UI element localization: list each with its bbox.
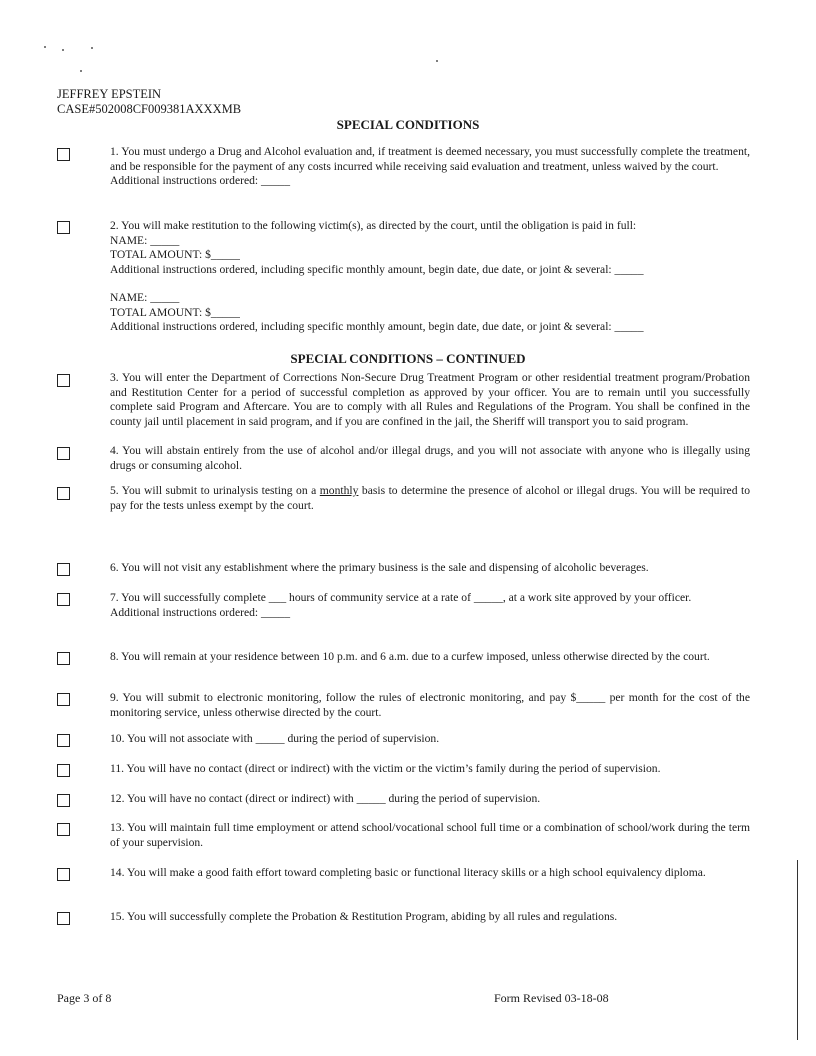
victim-2-name: NAME: _____ [110, 291, 180, 304]
condition-2-text: 2. You will make restitution to the following victim(s), as directed by the court, until the obligation is paid in full: [110, 219, 637, 232]
scan-edge-line [797, 860, 798, 1040]
testing-frequency: monthly [319, 484, 359, 497]
condition-4-text: 4. You will abstain entirely from the use of alcohol and/or illegal drugs, and you will not associate with anyone who is illegally using drugs or consuming alcohol. [110, 444, 750, 472]
defendant-name: JEFFREY EPSTEIN [57, 87, 162, 101]
condition-6-checkbox[interactable] [57, 563, 70, 576]
condition-2-checkbox[interactable] [57, 221, 70, 234]
condition-13-checkbox[interactable] [57, 823, 70, 836]
continued-title: SPECIAL CONDITIONS – CONTINUED [290, 351, 526, 366]
document-header [57, 87, 241, 117]
victim-1-instructions: Additional instructions ordered, including specific monthly amount, begin date, due date, or joint & several: _____ [110, 262, 644, 276]
condition-14-checkbox[interactable] [57, 868, 70, 881]
condition-5-text-pre: 5. You will submit to urinalysis testing on a [110, 484, 320, 497]
scan-speck [62, 49, 64, 51]
condition-7-checkbox[interactable] [57, 593, 70, 606]
condition-4-checkbox[interactable] [57, 447, 70, 460]
condition-8-text: 8. You will remain at your residence between 10 p.m. and 6 a.m. due to a curfew imposed, unless otherwise directed by the court. [110, 650, 710, 663]
condition-5-checkbox[interactable] [57, 487, 70, 500]
condition-9-text: 9. You will submit to electronic monitoring, follow the rules of electronic monitoring, and pay $_____ per month for the cost of the monitoring service, unless otherwise directed by the court. [110, 691, 750, 719]
condition-12-text: 12. You will have no contact (direct or indirect) with _____ during the period of supervision. [110, 792, 541, 805]
condition-7-extra: Additional instructions ordered: _____ [110, 605, 290, 619]
victim-2-instructions: Additional instructions ordered, including specific monthly amount, begin date, due date, or joint & several: _____ [110, 320, 644, 333]
condition-12-checkbox[interactable] [57, 794, 70, 807]
condition-5-text-post: basis to determine the presence of alcohol or illegal drugs. You will be required to pay for the tests unless exempt by the court. [110, 484, 750, 512]
condition-3-text: 3. You will enter the Department of Corrections Non-Secure Drug Treatment Program or other residential treatment program/Probation and Restitution Center for a period of successful completion as approved by your officer. You are to remain until you successfully complete said Program and Aftercare. You are to comply with all Rules and Regulations of the Program. You shall be confined in the county jail until placement in said program, and if you are confined in the jail, the Sheriff will transport you to said program. [110, 371, 750, 428]
condition-15-text: 15. You will successfully complete the Probation & Restitution Program, abiding by all rules and regulations. [110, 910, 618, 923]
condition-14-text: 14. You will make a good faith effort toward completing basic or functional literacy skills or a high school equivalency diploma. [110, 866, 706, 879]
case-number: CASE#502008CF009381AXXXMB [57, 102, 242, 116]
form-revision: Form Revised 03-18-08 [494, 991, 609, 1005]
scan-speck [80, 70, 82, 72]
condition-15-checkbox[interactable] [57, 912, 70, 925]
condition-1-text: 1. You must undergo a Drug and Alcohol evaluation and, if treatment is deemed necessary, you must successfully complete the treatment, and be responsible for the payment of any costs incurred while receiving said evaluation and treatment, unless waived by the court. [110, 145, 750, 173]
condition-6-text: 6. You will not visit any establishment where the primary business is the sale and dispensing of alcoholic beverages. [110, 561, 649, 574]
condition-8-checkbox[interactable] [57, 652, 70, 665]
victim-1-name: NAME: _____ [110, 233, 180, 247]
page-number: Page 3 of 8 [57, 991, 112, 1005]
scan-speck [436, 60, 438, 62]
condition-10-text: 10. You will not associate with _____ during the period of supervision. [110, 732, 440, 745]
condition-1-checkbox[interactable] [57, 148, 70, 161]
victim-1-amount: TOTAL AMOUNT: $_____ [110, 248, 240, 261]
victim-2-amount: TOTAL AMOUNT: $_____ [110, 305, 240, 319]
condition-13-text: 13. You will maintain full time employment or attend school/vocational school full time or a combination of school/work during the term of your supervision. [110, 821, 750, 849]
condition-11-text: 11. You will have no contact (direct or indirect) with the victim or the victim’s family during the period of supervision. [110, 762, 661, 775]
condition-9-checkbox[interactable] [57, 693, 70, 706]
condition-3-checkbox[interactable] [57, 374, 70, 387]
condition-7-text: 7. You will successfully complete ___ hours of community service at a rate of _____, at a work site approved by your officer. [110, 591, 692, 604]
condition-10-checkbox[interactable] [57, 734, 70, 747]
section-title: SPECIAL CONDITIONS [336, 117, 480, 132]
condition-11-checkbox[interactable] [57, 764, 70, 777]
scan-speck [44, 46, 46, 48]
condition-1-extra: Additional instructions ordered: _____ [110, 174, 290, 187]
scan-speck [91, 47, 93, 49]
